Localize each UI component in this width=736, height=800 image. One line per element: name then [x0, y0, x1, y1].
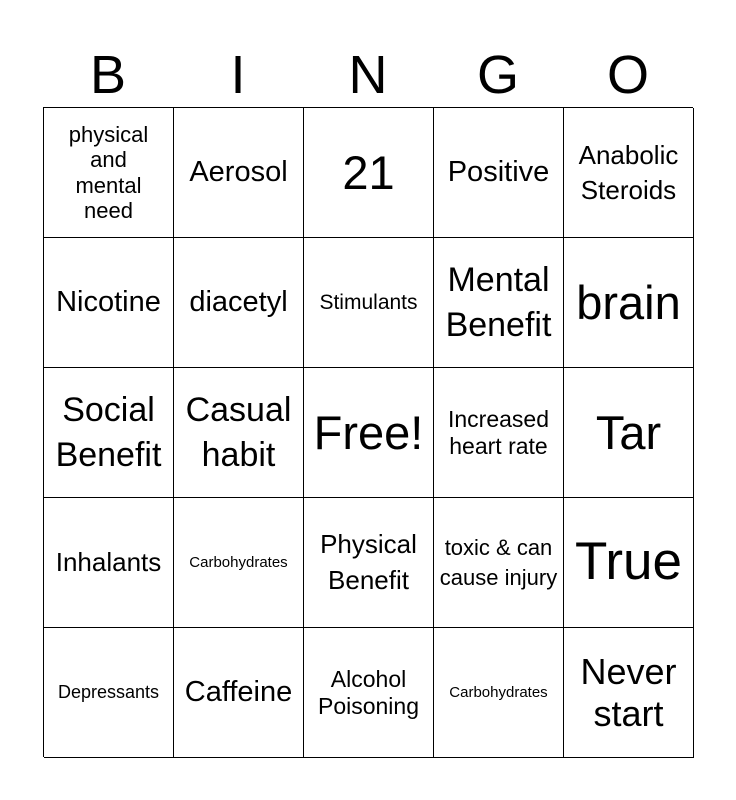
bingo-header: [43, 44, 693, 106]
bingo-cell-label: Stimulants: [319, 290, 418, 314]
bingo-cell-label: True: [574, 532, 682, 592]
bingo-cell-label: Nicotine: [56, 285, 161, 318]
bingo-cell[interactable]: [434, 368, 564, 498]
bingo-cell-label: Aerosol: [189, 155, 288, 188]
bingo-board: [43, 107, 693, 757]
bingo-cell-label: Tar: [595, 405, 662, 459]
bingo-cell-label: toxic & can cause injury: [439, 535, 558, 590]
bingo-cell[interactable]: [434, 238, 564, 368]
bingo-cell[interactable]: [44, 498, 174, 628]
bingo-cell-label: Carbohydrates: [449, 683, 548, 701]
bingo-cell-label: Casual habit: [185, 391, 292, 474]
bingo-cell-label: Anabolic Steroids: [578, 139, 679, 205]
bingo-cell-label: 21: [342, 145, 395, 199]
bingo-cell[interactable]: [434, 498, 564, 628]
bingo-cell-label: Inhalants: [55, 546, 162, 577]
bingo-cell[interactable]: [304, 108, 434, 238]
bingo-cell-label: Caffeine: [184, 675, 293, 708]
bingo-cell[interactable]: [44, 368, 174, 498]
bingo-cell[interactable]: [44, 238, 174, 368]
bingo-cell-label: Mental Benefit: [445, 261, 552, 344]
header-letter-g: G: [476, 45, 519, 105]
header-letter-o: O: [606, 45, 649, 105]
header-letter-i: I: [230, 45, 246, 105]
bingo-cell[interactable]: [304, 238, 434, 368]
bingo-cell[interactable]: [304, 498, 434, 628]
bingo-cell-label: Alcohol Poisoning: [317, 666, 420, 719]
bingo-cell-label: diacetyl: [189, 285, 288, 318]
bingo-cell[interactable]: [564, 498, 694, 628]
header-letter-b: B: [89, 45, 127, 105]
bingo-cell-label: Increased heart rate: [447, 406, 549, 459]
bingo-cell[interactable]: [304, 368, 434, 498]
bingo-cell[interactable]: [304, 628, 434, 758]
bingo-cell-label: Carbohydrates: [189, 553, 288, 571]
header-letter-n: N: [348, 45, 388, 105]
bingo-cell-label: Never start: [580, 651, 677, 734]
bingo-cell[interactable]: [174, 368, 304, 498]
bingo-cell-label: Social Benefit: [55, 391, 162, 474]
bingo-cell[interactable]: [564, 628, 694, 758]
bingo-cell-label: physical and mental need: [68, 122, 149, 223]
bingo-cell-label: Positive: [447, 155, 550, 188]
bingo-cell[interactable]: [174, 628, 304, 758]
bingo-cell[interactable]: [174, 238, 304, 368]
bingo-cell-label: Free!: [313, 405, 424, 459]
bingo-cell[interactable]: [564, 108, 694, 238]
bingo-cell[interactable]: [174, 108, 304, 238]
bingo-cell[interactable]: [434, 108, 564, 238]
bingo-cell[interactable]: [564, 238, 694, 368]
bingo-cell[interactable]: [434, 628, 564, 758]
bingo-cell[interactable]: [174, 498, 304, 628]
bingo-cell[interactable]: [564, 368, 694, 498]
bingo-cell-label: brain: [576, 275, 681, 329]
bingo-cell[interactable]: [44, 108, 174, 238]
bingo-cell-label: Physical Benefit: [320, 528, 417, 595]
bingo-cell[interactable]: [44, 628, 174, 758]
bingo-cell-label: Depressants: [57, 682, 160, 703]
